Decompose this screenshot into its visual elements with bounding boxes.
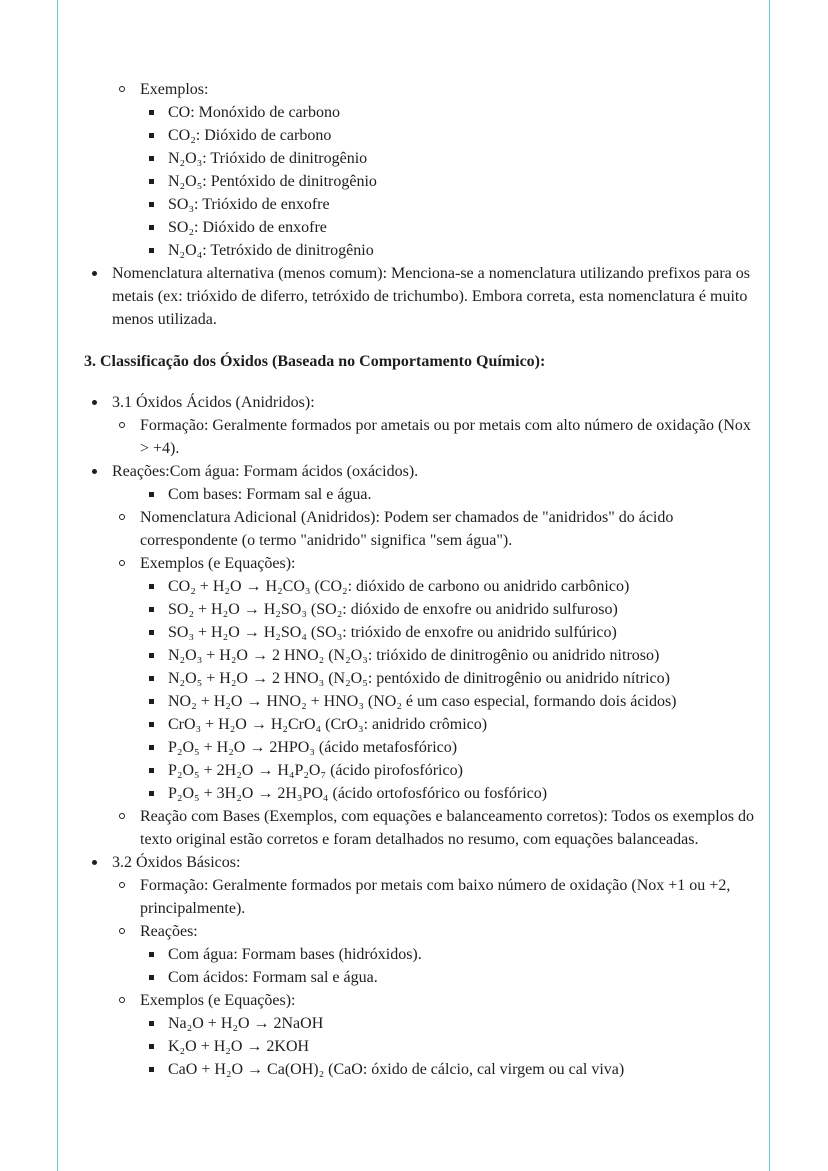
list-item: Com água: Formam bases (hidróxidos). <box>140 943 754 966</box>
list-item <box>84 78 754 262</box>
sublist <box>140 483 754 506</box>
list-item: Reação com Bases (Exemplos, com equações e balanceamento corretos): Todos os exemplos do texto original estão corretos e foram detalhados no resumo, com equações balanceadas. <box>112 805 754 851</box>
sublist <box>112 874 754 1081</box>
section-heading: 3. Classificação dos Óxidos (Baseada no Comportamento Químico): <box>84 353 546 370</box>
equation-item: P₂O₅ + H₂O → 2HPO₃ (ácido metafosfórico) <box>140 736 754 759</box>
equation-item: K₂O + H₂O → 2KOH <box>140 1035 754 1058</box>
equations-list <box>140 1012 754 1081</box>
examples-list <box>140 101 754 262</box>
acid-oxides-item <box>84 391 754 460</box>
continued-list <box>84 78 754 331</box>
list-item: N₂O₅: Pentóxido de dinitrogênio <box>140 170 754 193</box>
equation-item: SO₂ + H₂O → H₂SO₃ (SO₂: dióxido de enxofre ou anidrido sulfuroso) <box>140 598 754 621</box>
reactions-title: Reações:Com água: Formam ácidos (oxácidos). <box>112 463 419 480</box>
list-item <box>112 78 754 262</box>
list-item: SO₂: Dióxido de enxofre <box>140 216 754 239</box>
equation-item: NO₂ + H₂O → HNO₂ + HNO₃ (NO₂ é um caso especial, formando dois ácidos) <box>140 690 754 713</box>
list-item <box>112 483 754 506</box>
examples-label: Exemplos: <box>140 81 209 98</box>
basic-oxides-title: 3.2 Óxidos Básicos: <box>112 854 241 871</box>
list-item: N₂O₄: Tetróxido de dinitrogênio <box>140 239 754 262</box>
list-item: SO₃: Trióxido de enxofre <box>140 193 754 216</box>
equation-item: CaO + H₂O → Ca(OH)₂ (CaO: óxido de cálcio, cal virgem ou cal viva) <box>140 1058 754 1081</box>
list-item: Nomenclatura Adicional (Anidridos): Podem ser chamados de "anidridos" do ácido correspondente (o termo "anidrido" significa "sem água"). <box>112 506 754 552</box>
list-item: CO: Monóxido de carbono <box>140 101 754 124</box>
equations-list <box>140 575 754 805</box>
classification-list <box>84 391 754 1081</box>
list-item: N₂O₃: Trióxido de dinitrogênio <box>140 147 754 170</box>
list-item: Formação: Geralmente formados por metais com baixo número de oxidação (Nox +1 ou +2, principalmente). <box>112 874 754 920</box>
list-item <box>112 920 754 989</box>
document-content <box>84 78 754 1081</box>
examples-label: Exemplos (e Equações): <box>140 992 296 1009</box>
equation-item: N₂O₃ + H₂O → 2 HNO₂ (N₂O₃: trióxido de dinitrogênio ou anidrido nitroso) <box>140 644 754 667</box>
reactions-list <box>140 943 754 989</box>
list-item: Com ácidos: Formam sal e água. <box>140 966 754 989</box>
alt-nomenclature-item: Nomenclatura alternativa (menos comum): Menciona-se a nomenclatura utilizando prefixos para os metais (ex: trióxido de diferro, tetróxido de trichumbo). Embora correta, esta nomenclatura é muito menos utilizada. <box>84 262 754 331</box>
acid-oxides-title: 3.1 Óxidos Ácidos (Anidridos): <box>112 394 315 411</box>
equation-item: N₂O₅ + H₂O → 2 HNO₃ (N₂O₅: pentóxido de dinitrogênio ou anidrido nítrico) <box>140 667 754 690</box>
list-item: Com bases: Formam sal e água. <box>140 483 754 506</box>
reactions-item <box>84 460 754 851</box>
equation-item: CrO₃ + H₂O → H₂CrO₄ (CrO₃: anidrido crômico) <box>140 713 754 736</box>
equation-item: CO₂ + H₂O → H₂CO₃ (CO₂: dióxido de carbono ou anidrido carbônico) <box>140 575 754 598</box>
sublist <box>112 414 754 460</box>
sublist <box>112 483 754 851</box>
reactions-label: Reações: <box>140 923 198 940</box>
list-item <box>112 989 754 1081</box>
examples-label: Exemplos (e Equações): <box>140 555 296 572</box>
basic-oxides-item <box>84 851 754 1081</box>
equation-item: Na₂O + H₂O → 2NaOH <box>140 1012 754 1035</box>
sublist <box>112 78 754 262</box>
equation-item: P₂O₅ + 2H₂O → H₄P₂O₇ (ácido pirofosfórico) <box>140 759 754 782</box>
equation-item: SO₃ + H₂O → H₂SO₄ (SO₃: trióxido de enxofre ou anidrido sulfúrico) <box>140 621 754 644</box>
list-item: Formação: Geralmente formados por ametais ou por metais com alto número de oxidação (Nox > +4). <box>112 414 754 460</box>
list-item: CO₂: Dióxido de carbono <box>140 124 754 147</box>
equation-item: P₂O₅ + 3H₂O → 2H₃PO₄ (ácido ortofosfórico ou fosfórico) <box>140 782 754 805</box>
list-item <box>112 552 754 805</box>
